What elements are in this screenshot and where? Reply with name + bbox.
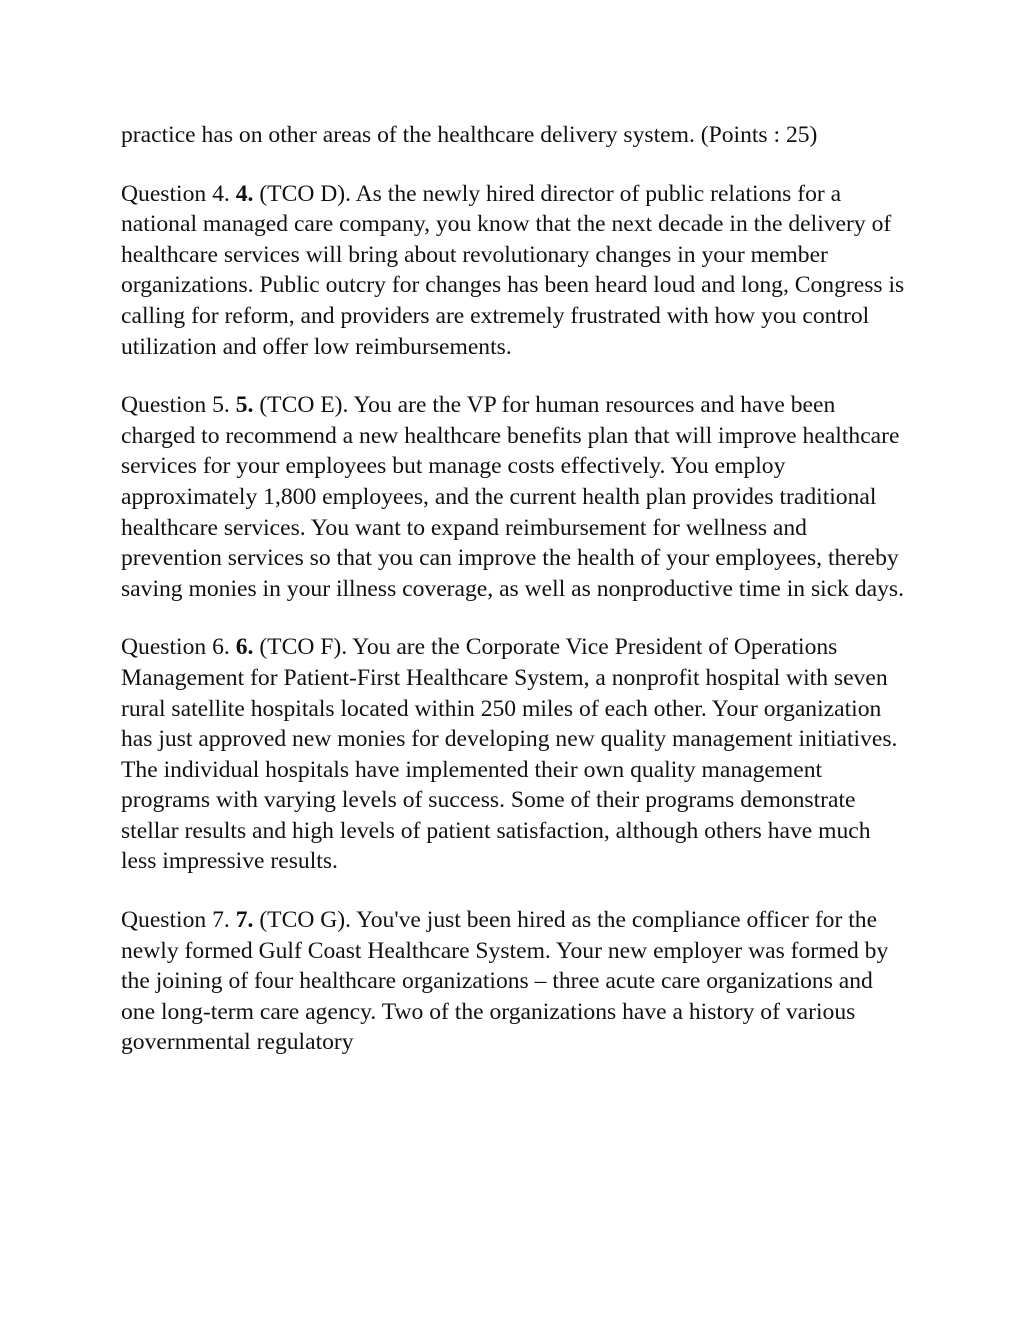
document-page [121, 120, 911, 1086]
question-6-paragraph [121, 632, 911, 877]
question-5-paragraph [121, 390, 911, 604]
question-6-text: (TCO F). You are the Corporate Vice President of Operations Management for Patient-First Healthcare System, a nonprofit hospital with seven rural satellite hospitals located within 250 miles of each other. Your organization has just approved new monies for developing new quality management initiatives. The individual hospitals have implemented their own quality management programs with varying levels of success. Some of their programs demonstrate stellar results and high levels of patient satisfaction, although others have much less impressive results. [121, 634, 898, 875]
question-6-prefix: Question 6. [121, 634, 230, 661]
intro-paragraph-text: practice has on other areas of the healthcare delivery system. (Points : 25) [121, 122, 818, 148]
question-5-number: 5. [235, 392, 254, 419]
question-7-text: (TCO G). You've just been hired as the compliance officer for the newly formed Gulf Coast Healthcare System. Your new employer was formed by the joining of four healthcare organizations – three acute care organizations and one long-term care agency. Two of the organizations have a history of various governmental regulatory [121, 907, 889, 1056]
question-5-prefix: Question 5. [121, 392, 230, 419]
question-7-number: 7. [235, 907, 254, 934]
question-7-paragraph [121, 905, 911, 1058]
question-6-number: 6. [235, 634, 254, 661]
question-4-text: (TCO D). As the newly hired director of public relations for a national managed care company, you know that the next decade in the delivery of healthcare services will bring about revolutionary changes in your member organizations. Public outcry for changes has been heard loud and long, Congress is calling for reform, and providers are extremely frustrated with how you control utilization and offer low reimbursements. [121, 180, 905, 360]
question-5-text: (TCO E). You are the VP for human resources and have been charged to recommend a new healthcare benefits plan that will improve healthcare services for your employees but manage costs effectively. You employ approximately 1,800 employees, and the current health plan provides traditional healthcare services. You want to expand reimbursement for wellness and prevention services so that you can improve the health of your employees, thereby saving monies in your illness coverage, as well as nonproductive time in sick days. [121, 392, 905, 602]
intro-paragraph [121, 120, 911, 151]
question-4-paragraph [121, 179, 911, 363]
question-4-prefix: Question 4. [121, 180, 230, 207]
question-4-number: 4. [235, 180, 254, 207]
question-7-prefix: Question 7. [121, 907, 230, 934]
